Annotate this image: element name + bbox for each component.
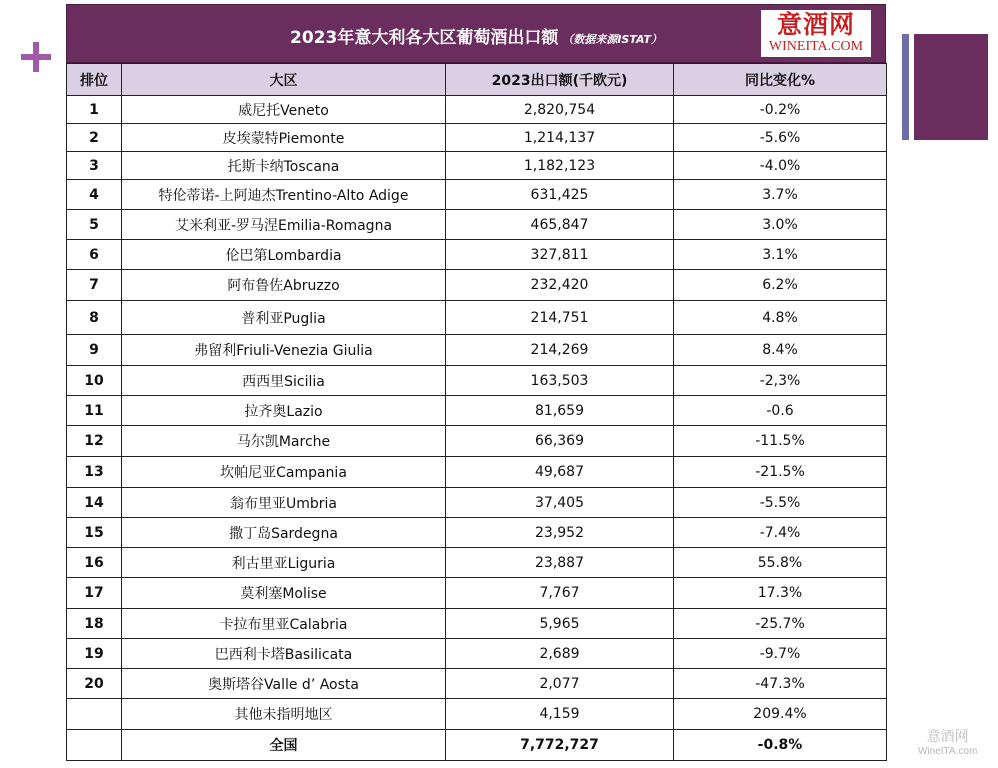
cell-export-value: 232,420 — [446, 270, 674, 301]
cell-region: 坎帕尼亚Campania — [122, 457, 446, 488]
cell-export-value: 4,159 — [446, 699, 674, 730]
header-change: 同比变化% — [674, 64, 887, 96]
cell-region: 威尼托Veneto — [122, 96, 446, 124]
export-table — [66, 63, 887, 761]
cell-change: -25.7% — [674, 609, 887, 639]
decorative-bar — [902, 34, 909, 140]
cell-rank: 17 — [67, 578, 122, 609]
cell-rank: 8 — [67, 301, 122, 335]
cell-rank: 20 — [67, 669, 122, 699]
cell-change: -11.5% — [674, 426, 887, 457]
cell-rank: 9 — [67, 335, 122, 366]
cell-region: 拉齐奥Lazio — [122, 396, 446, 426]
watermark-cn: 意酒网 — [926, 729, 969, 745]
cell-region: 撒丁岛Sardegna — [122, 518, 446, 548]
cell-region: 奥斯塔谷Valle d’ Aosta — [122, 669, 446, 699]
table-row — [67, 210, 887, 240]
table-row — [67, 669, 887, 699]
cell-change: -0.6 — [674, 396, 887, 426]
table-row — [67, 180, 887, 210]
cell-change: 6.2% — [674, 270, 887, 301]
table-body — [67, 96, 887, 761]
cell-region: 卡拉布里亚Calabria — [122, 609, 446, 639]
cell-region: 托斯卡纳Toscana — [122, 152, 446, 180]
cell-rank: 16 — [67, 548, 122, 578]
cell-change: 4.8% — [674, 301, 887, 335]
cell-region: 翁布里亚Umbria — [122, 488, 446, 518]
cell-export-value: 81,659 — [446, 396, 674, 426]
cell-change: 8.4% — [674, 335, 887, 366]
watermark — [918, 726, 977, 757]
cell-change: 17.3% — [674, 578, 887, 609]
cell-rank — [67, 730, 122, 761]
cell-export-value: 214,751 — [446, 301, 674, 335]
cell-rank: 7 — [67, 270, 122, 301]
cell-region: 巴西利卡塔Basilicata — [122, 639, 446, 669]
table-row — [67, 639, 887, 669]
logo-en: WINEITA.COM — [768, 39, 864, 54]
cell-export-value: 5,965 — [446, 609, 674, 639]
cell-export-value: 2,077 — [446, 669, 674, 699]
cell-region: 莫利塞Molise — [122, 578, 446, 609]
header-region: 大区 — [122, 64, 446, 96]
cell-region: 西西里Sicilia — [122, 366, 446, 396]
cell-region: 阿布鲁佐Abruzzo — [122, 270, 446, 301]
table-row — [67, 396, 887, 426]
table-row — [67, 518, 887, 548]
title-main: 2023年意大利各大区葡萄酒出口额 — [290, 28, 559, 48]
cell-change: -7.4% — [674, 518, 887, 548]
cell-export-value: 66,369 — [446, 426, 674, 457]
cell-rank: 5 — [67, 210, 122, 240]
export-table-panel — [66, 4, 886, 761]
table-row — [67, 270, 887, 301]
source-note: （数据来源ISTAT） — [562, 33, 662, 46]
table-row — [67, 426, 887, 457]
cell-export-value: 2,820,754 — [446, 96, 674, 124]
table-row — [67, 301, 887, 335]
table-row — [67, 699, 887, 730]
cell-region: 弗留利Friuli-Venezia Giulia — [122, 335, 446, 366]
decorative-block — [914, 34, 988, 140]
cell-rank: 13 — [67, 457, 122, 488]
cell-change: -47.3% — [674, 669, 887, 699]
table-row — [67, 152, 887, 180]
cell-change: -9.7% — [674, 639, 887, 669]
cell-change: -5.5% — [674, 488, 887, 518]
cell-rank: 14 — [67, 488, 122, 518]
cell-export-value: 631,425 — [446, 180, 674, 210]
header-export-value: 2023出口额(千欧元) — [446, 64, 674, 96]
table-row — [67, 240, 887, 270]
cell-change: -4.0% — [674, 152, 887, 180]
cell-region: 全国 — [122, 730, 446, 761]
cell-export-value: 7,772,727 — [446, 730, 674, 761]
cell-change: -21.5% — [674, 457, 887, 488]
table-row — [67, 335, 887, 366]
cell-export-value: 2,689 — [446, 639, 674, 669]
cell-change: 3.0% — [674, 210, 887, 240]
title-bar — [66, 4, 886, 63]
header-row — [67, 64, 887, 96]
cell-rank: 1 — [67, 96, 122, 124]
cell-region: 皮埃蒙特Piemonte — [122, 124, 446, 152]
cell-region: 艾米利亚-罗马涅Emilia-Romagna — [122, 210, 446, 240]
cell-export-value: 214,269 — [446, 335, 674, 366]
table-row — [67, 457, 887, 488]
plus-icon — [21, 42, 51, 72]
cell-rank: 10 — [67, 366, 122, 396]
table-row — [67, 96, 887, 124]
cell-rank: 2 — [67, 124, 122, 152]
cell-rank: 12 — [67, 426, 122, 457]
cell-export-value: 1,214,137 — [446, 124, 674, 152]
table-row — [67, 609, 887, 639]
cell-change: -0.8% — [674, 730, 887, 761]
cell-region: 其他未指明地区 — [122, 699, 446, 730]
cell-rank: 19 — [67, 639, 122, 669]
cell-region: 普利亚Puglia — [122, 301, 446, 335]
logo-cn: 意酒网 — [776, 10, 855, 39]
table-row — [67, 578, 887, 609]
cell-change: -0.2% — [674, 96, 887, 124]
cell-change: 3.7% — [674, 180, 887, 210]
cell-region: 利古里亚Liguria — [122, 548, 446, 578]
cell-export-value: 7,767 — [446, 578, 674, 609]
table-row — [67, 366, 887, 396]
table-row — [67, 548, 887, 578]
cell-rank: 11 — [67, 396, 122, 426]
wineita-logo — [761, 10, 871, 57]
cell-change: 55.8% — [674, 548, 887, 578]
cell-rank — [67, 699, 122, 730]
header-rank: 排位 — [67, 64, 122, 96]
cell-change: -2,3% — [674, 366, 887, 396]
cell-export-value: 163,503 — [446, 366, 674, 396]
cell-region: 特伦蒂诺-上阿迪杰Trentino-Alto Adige — [122, 180, 446, 210]
cell-change: -5.6% — [674, 124, 887, 152]
cell-export-value: 37,405 — [446, 488, 674, 518]
cell-change: 3.1% — [674, 240, 887, 270]
table-row — [67, 488, 887, 518]
watermark-en: WineITA.com — [918, 746, 978, 757]
table-row — [67, 124, 887, 152]
total-row — [67, 730, 887, 761]
cell-export-value: 23,887 — [446, 548, 674, 578]
cell-export-value: 327,811 — [446, 240, 674, 270]
cell-region: 伦巴第Lombardia — [122, 240, 446, 270]
cell-rank: 6 — [67, 240, 122, 270]
cell-rank: 4 — [67, 180, 122, 210]
cell-rank: 18 — [67, 609, 122, 639]
cell-export-value: 23,952 — [446, 518, 674, 548]
cell-change: 209.4% — [674, 699, 887, 730]
cell-region: 马尔凯Marche — [122, 426, 446, 457]
cell-export-value: 465,847 — [446, 210, 674, 240]
cell-export-value: 1,182,123 — [446, 152, 674, 180]
cell-export-value: 49,687 — [446, 457, 674, 488]
cell-rank: 3 — [67, 152, 122, 180]
cell-rank: 15 — [67, 518, 122, 548]
